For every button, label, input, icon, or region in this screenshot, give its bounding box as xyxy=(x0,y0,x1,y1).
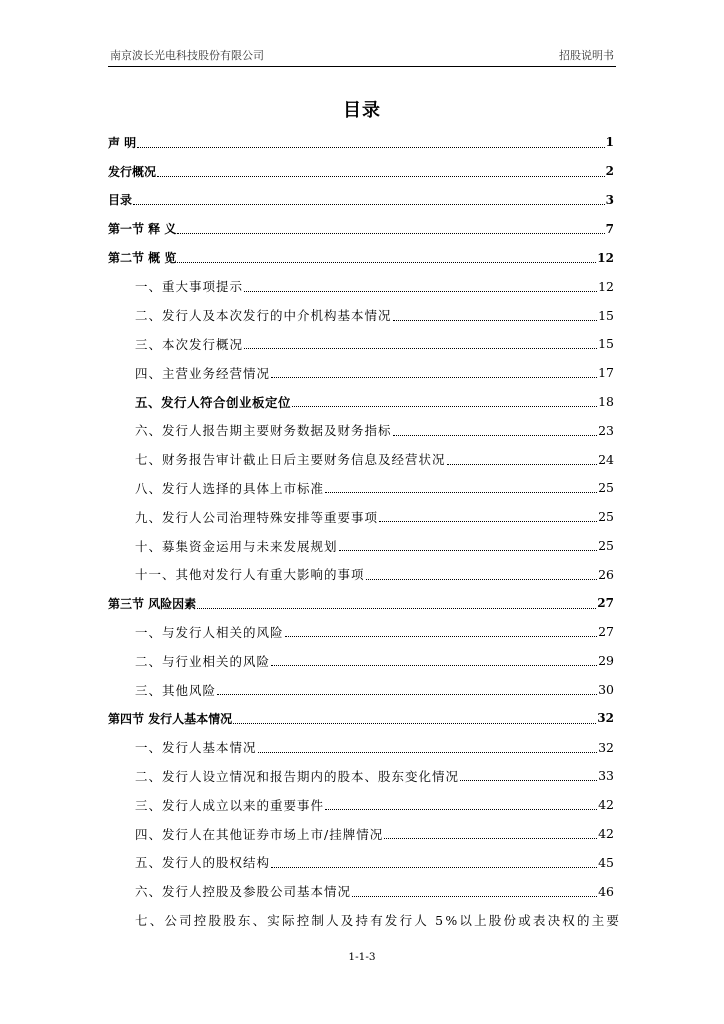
toc-dot-leader xyxy=(233,723,596,724)
toc-entry-page: 27 xyxy=(597,596,614,611)
header-document-type: 招股说明书 xyxy=(559,49,614,62)
toc-section-entry[interactable] xyxy=(108,704,614,733)
toc-entry-page: 25 xyxy=(598,538,614,554)
toc-entry-page: 7 xyxy=(605,221,614,236)
toc-entry-label: 二、发行人及本次发行的中介机构基本情况 xyxy=(135,308,392,324)
toc-entry-page: 12 xyxy=(597,250,614,265)
toc-entry-page: 32 xyxy=(597,711,614,726)
toc-dot-leader xyxy=(393,320,598,321)
toc-entry-label: 七、财务报告审计截止日后主要财务信息及经营状况 xyxy=(135,452,446,468)
toc-entry-page: 17 xyxy=(598,365,614,381)
toc-entry-page: 12 xyxy=(598,278,614,294)
toc-entry-label: 目录 xyxy=(108,193,133,208)
toc-dot-leader xyxy=(352,896,597,897)
toc-section-entry[interactable] xyxy=(108,128,614,157)
toc-subsection-entry[interactable] xyxy=(108,416,614,445)
toc-subsection-entry[interactable] xyxy=(108,474,614,503)
toc-entry-page: 1 xyxy=(605,135,614,150)
toc-subsection-entry[interactable] xyxy=(108,877,614,906)
toc-dot-leader xyxy=(271,867,597,868)
toc-entry-page: 32 xyxy=(598,739,614,755)
toc-entry-label: 八、发行人选择的具体上市标准 xyxy=(135,480,325,496)
toc-entry-label: 二、与行业相关的风险 xyxy=(135,653,271,669)
toc-subsection-entry[interactable] xyxy=(108,358,614,387)
toc-entry-label: 第二节 概 览 xyxy=(108,251,177,266)
toc-entry-label: 一、与发行人相关的风险 xyxy=(135,624,284,640)
header-company-name: 南京波长光电科技股份有限公司 xyxy=(110,49,264,62)
toc-subsection-entry[interactable] xyxy=(108,848,614,877)
toc-entry-label: 十一、其他对发行人有重大影响的事项 xyxy=(135,567,365,583)
toc-dot-leader xyxy=(447,464,598,465)
toc-entry-label: 九、发行人公司治理特殊安排等重要事项 xyxy=(135,509,379,525)
toc-subsection-entry[interactable] xyxy=(108,301,614,330)
toc-subsection-entry[interactable] xyxy=(108,906,622,935)
toc-subsection-entry[interactable] xyxy=(108,502,614,531)
toc-subsection-entry[interactable] xyxy=(108,675,614,704)
toc-subsection-entry[interactable] xyxy=(108,387,614,416)
page-number: 1-1-3 xyxy=(348,951,376,963)
toc-subsection-entry[interactable] xyxy=(108,819,614,848)
toc-subsection-entry[interactable] xyxy=(108,618,614,647)
toc-entry-page: 15 xyxy=(598,307,614,323)
toc-entry-page: 2 xyxy=(605,164,614,179)
toc-entry-label: 三、本次发行概况 xyxy=(135,336,244,352)
toc-dot-leader xyxy=(460,780,597,781)
toc-dot-leader xyxy=(325,809,597,810)
toc-entry-page: 15 xyxy=(598,336,614,352)
toc-entry-page: 30 xyxy=(598,682,614,698)
toc-subsection-entry[interactable] xyxy=(108,531,614,560)
toc-entry-page: 33 xyxy=(598,768,614,784)
toc-entry-label: 第一节 释 义 xyxy=(108,222,177,237)
toc-subsection-entry[interactable] xyxy=(108,272,614,301)
toc-entry-label: 十、募集资金运用与未来发展规划 xyxy=(135,538,338,554)
toc-section-entry[interactable] xyxy=(108,214,614,243)
toc-dot-leader xyxy=(244,348,597,349)
page-title: 目录 xyxy=(343,100,381,121)
toc-entry-page: 3 xyxy=(605,192,614,207)
toc-entry-page: 45 xyxy=(598,854,614,870)
toc-dot-leader xyxy=(258,752,598,753)
toc-dot-leader xyxy=(325,492,597,493)
toc-section-entry[interactable] xyxy=(108,243,614,272)
toc-entry-page: 23 xyxy=(598,422,614,438)
toc-entry-page: 18 xyxy=(598,394,614,410)
toc-entry-label: 二、发行人设立情况和报告期内的股本、股东变化情况 xyxy=(135,768,460,784)
toc-entry-page: 25 xyxy=(598,509,614,525)
toc-subsection-entry[interactable] xyxy=(108,560,614,589)
toc-entry-page: 27 xyxy=(598,624,614,640)
toc-entry-page: 29 xyxy=(598,653,614,669)
toc-dot-leader xyxy=(393,435,598,436)
toc-dot-leader xyxy=(271,377,597,378)
toc-subsection-entry[interactable] xyxy=(108,646,614,675)
toc-dot-leader xyxy=(137,147,604,148)
header-divider xyxy=(108,66,616,67)
toc-section-entry[interactable] xyxy=(108,589,614,618)
toc-entry-page: 42 xyxy=(598,797,614,813)
toc-entry-label: 六、发行人控股及参股公司基本情况 xyxy=(135,884,352,900)
toc-entry-label: 三、发行人成立以来的重要事件 xyxy=(135,797,325,813)
toc-subsection-entry[interactable] xyxy=(108,330,614,359)
toc-dot-leader xyxy=(285,636,598,637)
toc-entry-page: 25 xyxy=(598,480,614,496)
toc-section-entry[interactable] xyxy=(108,186,614,215)
toc-entry-label: 四、发行人在其他证券市场上市/挂牌情况 xyxy=(135,826,384,842)
toc-subsection-entry[interactable] xyxy=(108,445,614,474)
toc-entry-label: 第四节 发行人基本情况 xyxy=(108,711,233,726)
toc-entry-label: 六、发行人报告期主要财务数据及财务指标 xyxy=(135,423,392,439)
toc-entry-label: 声 明 xyxy=(108,135,137,150)
toc-entry-label: 一、重大事项提示 xyxy=(135,279,244,295)
toc-entry-label: 四、主营业务经营情况 xyxy=(135,365,271,381)
toc-entry-page: 42 xyxy=(598,826,614,842)
toc-dot-leader xyxy=(133,204,605,205)
toc-subsection-entry[interactable] xyxy=(108,762,614,791)
page-header xyxy=(108,47,616,65)
table-of-contents xyxy=(108,128,622,934)
toc-dot-leader xyxy=(384,838,597,839)
toc-entry-label: 五、发行人的股权结构 xyxy=(135,855,271,871)
toc-dot-leader xyxy=(157,176,605,177)
toc-dot-leader xyxy=(244,291,597,292)
toc-dot-leader xyxy=(177,233,604,234)
toc-dot-leader xyxy=(177,262,596,263)
toc-entry-page: 26 xyxy=(598,566,614,582)
toc-entry-label: 发行概况 xyxy=(108,164,157,179)
toc-subsection-entry[interactable] xyxy=(108,733,614,762)
toc-entry-label: 五、发行人符合创业板定位 xyxy=(135,394,292,410)
toc-entry-label: 七、公司控股股东、实际控制人及持有发行人 5%以上股份或表决权的主要 xyxy=(135,912,622,928)
toc-entry-label: 三、其他风险 xyxy=(135,682,217,698)
toc-dot-leader xyxy=(292,406,597,407)
toc-dot-leader xyxy=(197,608,596,609)
toc-entry-label: 一、发行人基本情况 xyxy=(135,740,257,756)
toc-dot-leader xyxy=(379,521,597,522)
toc-entry-label: 第三节 风险因素 xyxy=(108,596,197,611)
toc-dot-leader xyxy=(217,694,597,695)
toc-entry-page: 46 xyxy=(598,883,614,899)
toc-dot-leader xyxy=(366,579,598,580)
toc-section-entry[interactable] xyxy=(108,157,614,186)
toc-entry-page: 24 xyxy=(598,451,614,467)
toc-subsection-entry[interactable] xyxy=(108,790,614,819)
toc-dot-leader xyxy=(339,550,598,551)
toc-dot-leader xyxy=(271,665,597,666)
